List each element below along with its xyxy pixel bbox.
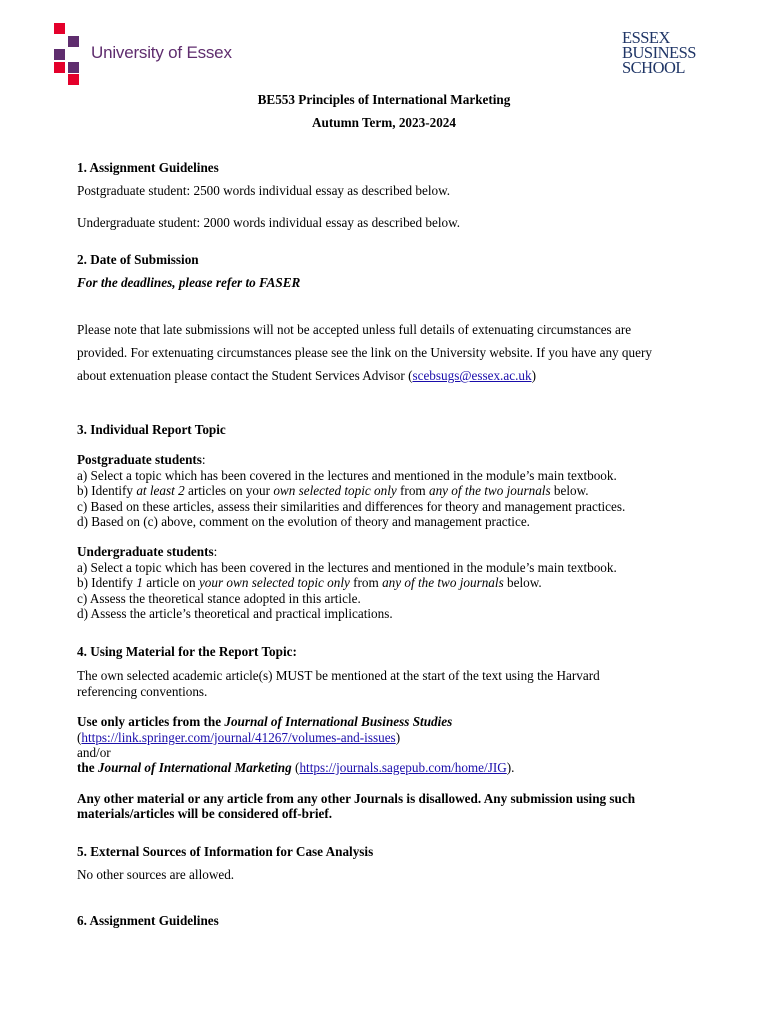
section-heading: 2. Date of Submission — [77, 252, 199, 267]
document-subtitle: Autumn Term, 2023-2024 — [312, 115, 456, 130]
paragraph: referencing conventions. — [77, 684, 208, 699]
text-span: below. — [550, 483, 589, 498]
paragraph: provided. For extenuating circumstances please see the link on the University website. If you have any query — [77, 345, 652, 360]
section-heading: 4. Using Material for the Report Topic: — [77, 644, 297, 659]
text-span: : — [201, 452, 206, 467]
text-span: your own selected topic only — [198, 575, 350, 590]
school-name-line: BUSINESS — [622, 43, 696, 62]
logo-square — [68, 36, 79, 47]
paragraph — [77, 730, 400, 746]
paragraph — [77, 714, 452, 730]
paragraph — [77, 368, 536, 384]
jim-link[interactable]: https://journals.sagepub.com/home/JIG — [299, 760, 507, 775]
text-span: b) Identify — [77, 483, 137, 498]
paragraph: Please note that late submissions will not be accepted unless full details of extenuating circumstances are — [77, 322, 632, 337]
text-span: 1 — [136, 575, 143, 590]
logo-square — [68, 74, 79, 85]
section-heading: 6. Assignment Guidelines — [77, 913, 219, 928]
text-span: articles on your — [184, 483, 274, 498]
text-span: ) — [395, 730, 401, 745]
subheading — [77, 544, 217, 560]
text-span: ( — [77, 730, 82, 745]
section-heading: 1. Assignment Guidelines — [77, 160, 219, 175]
section-heading: 5. External Sources of Information for Case Analysis — [77, 844, 374, 859]
email-link[interactable]: scebsugs@essex.ac.uk — [412, 368, 532, 383]
paragraph: No other sources are allowed. — [77, 867, 235, 882]
label: Postgraduate students — [77, 452, 202, 467]
journal-name: Journal of International Marketing — [97, 760, 292, 775]
text-span: at least 2 — [136, 483, 185, 498]
paragraph: The own selected academic article(s) MUST be mentioned at the start of the text using the Harvard — [77, 668, 600, 683]
text-span: the — [77, 760, 98, 775]
school-name-line: SCHOOL — [622, 58, 686, 77]
label: Undergraduate students — [77, 544, 214, 559]
list-item: d) Assess the article’s theoretical and practical implications. — [77, 606, 393, 621]
text-span: from — [349, 575, 383, 590]
text-span: ( — [291, 760, 300, 775]
paragraph — [77, 760, 514, 776]
paragraph: and/or — [77, 745, 111, 760]
text-span: Use only articles from the — [77, 714, 225, 729]
list-item: a) Select a topic which has been covered in the lectures and mentioned in the module’s main textbook. — [77, 468, 617, 483]
journal-name: Journal of International Business Studies — [224, 714, 453, 729]
warning: Any other material or any article from any other Journals is disallowed. Any submission using such — [77, 791, 636, 806]
university-name: University of Essex — [91, 43, 232, 62]
paragraph: Postgraduate student: 2500 words individual essay as described below. — [77, 183, 451, 198]
logo-square — [54, 62, 65, 73]
text-span: article on — [142, 575, 199, 590]
section-heading: 3. Individual Report Topic — [77, 422, 226, 437]
text-span: : — [213, 544, 218, 559]
logo-square — [68, 62, 79, 73]
document-title: BE553 Principles of International Marketing — [257, 92, 511, 107]
text-span: any of the two journals — [428, 483, 551, 498]
text-span: about extenuation please contact the Student Services Advisor ( — [77, 368, 413, 383]
deadline-note: For the deadlines, please refer to FASER — [77, 275, 301, 290]
list-item — [77, 483, 589, 499]
list-item — [77, 575, 542, 591]
text-span: ). — [506, 760, 515, 775]
text-span: b) Identify — [77, 575, 137, 590]
text-span: ) — [531, 368, 536, 383]
jibs-link[interactable]: https://link.springer.com/journal/41267/volumes-and-issues — [81, 730, 396, 745]
logo-square — [54, 23, 65, 34]
text-span: any of the two journals — [382, 575, 504, 590]
school-name-line: ESSEX — [622, 28, 670, 47]
text-span: below. — [503, 575, 542, 590]
warning: materials/articles will be considered off-brief. — [77, 806, 333, 821]
text-span: own selected topic only — [273, 483, 397, 498]
list-item: a) Select a topic which has been covered in the lectures and mentioned in the module’s main textbook. — [77, 560, 617, 575]
paragraph: Undergraduate student: 2000 words individual essay as described below. — [77, 215, 461, 230]
list-item: c) Assess the theoretical stance adopted in this article. — [77, 591, 361, 606]
list-item: d) Based on (c) above, comment on the evolution of theory and management practice. — [77, 514, 530, 529]
list-item: c) Based on these articles, assess their similarities and differences for theory and management practices. — [77, 499, 626, 514]
logo-square — [54, 49, 65, 60]
text-span: from — [396, 483, 429, 498]
subheading — [77, 452, 206, 468]
